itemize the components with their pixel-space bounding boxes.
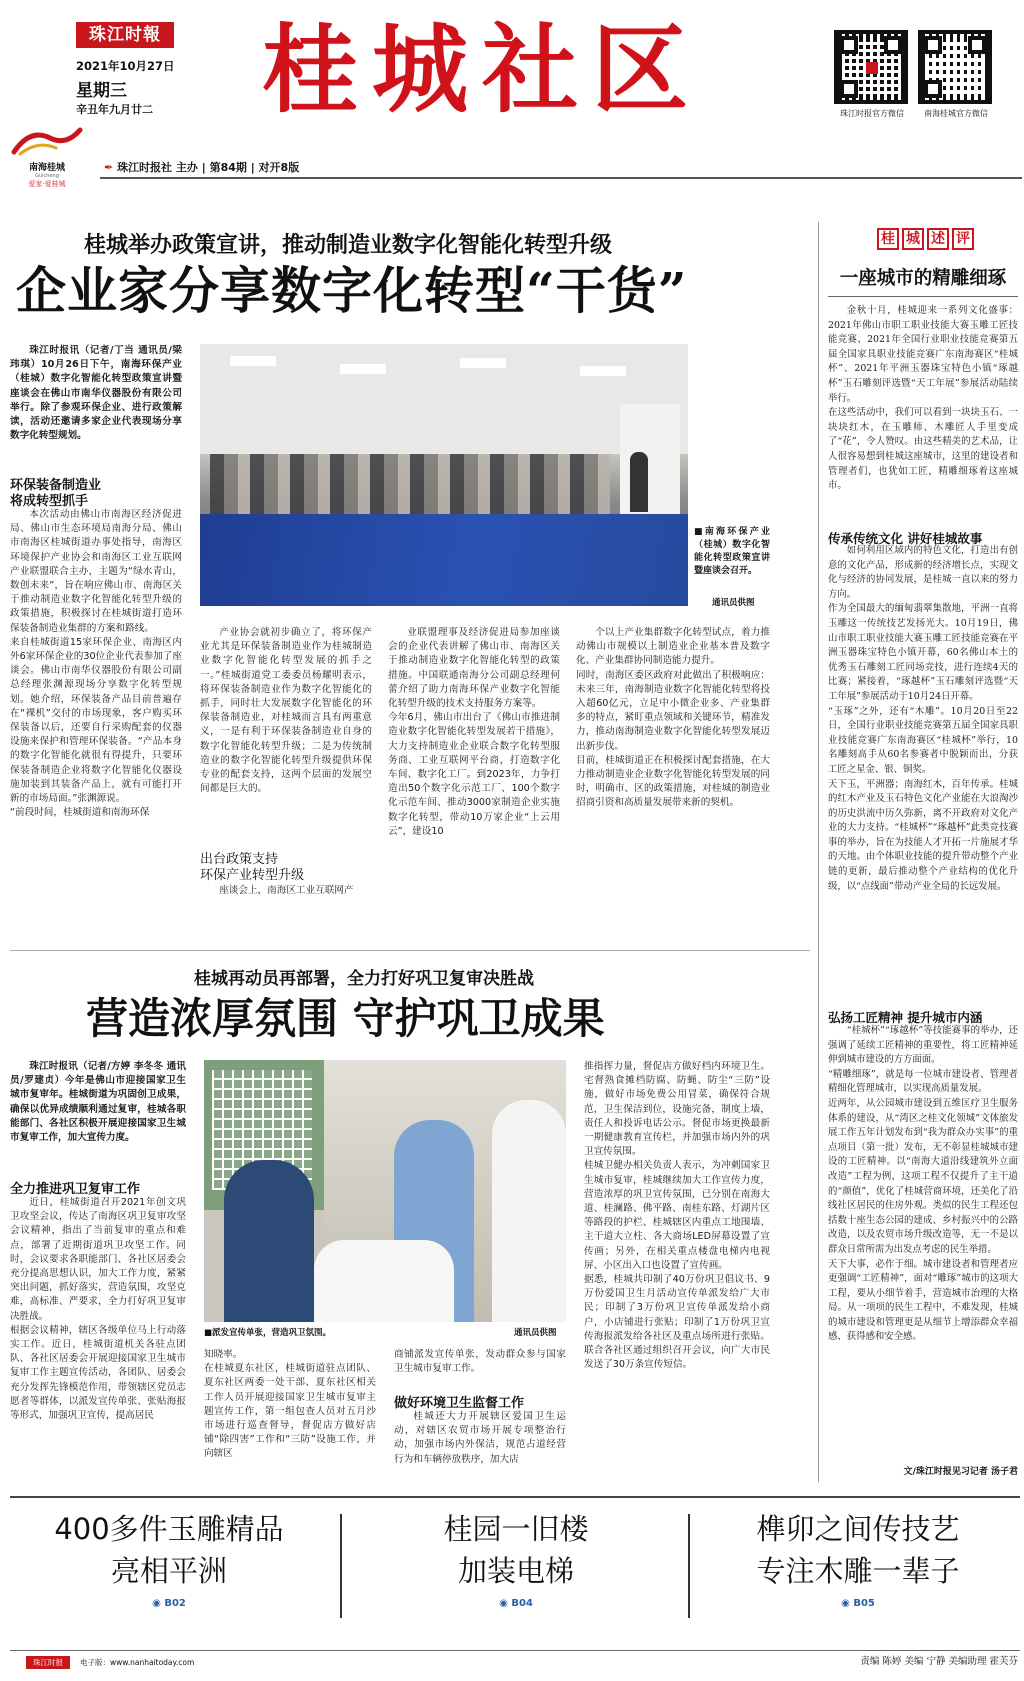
teaser-b04[interactable]: [358, 1508, 674, 1626]
story1-headline: 企业家分享数字化转型“干货”: [16, 261, 688, 320]
sidebar-body-1: 金秋十月，桂城迎来一系列文化盛事：2021年佛山市职工职业技能大赛玉雕工匠技能竞赛、2021年全国行业职业技能竞赛第五届全国家具职业技能竞赛广东南海赛区“桂城杯”、2021年平洲玉器珠宝特色小镇“琢越杯”玉石雕刻评选暨“天工年展”参展活动陆续举行。 在这些活动中，我们可以看到一块块玉石、一块块红木，在玉雕师、木雕匠人手里变成了“花”，令人赞叹。由这些精美的艺术品，让人很容易想到桂城这座城市，这里的建设者和管理者们，也犹如工匠，精雕细琢着这座城市。: [828, 305, 1018, 492]
quill-icon: ✒: [104, 161, 114, 174]
sidebar-column-tag: [877, 228, 974, 250]
sidebar-divider: [818, 222, 819, 1482]
story2-subhead-2: 做好环境卫生监督工作: [394, 1396, 525, 1411]
issue-weekday: 星期三: [76, 81, 127, 101]
teaser-b05-line1: 榫卯之间传技艺: [756, 1512, 960, 1546]
column-tag-char: 述: [927, 228, 949, 250]
story1-kicker: 桂城举办政策宣讲，推动制造业数字化智能化转型升级: [84, 233, 613, 258]
column-tag-char: 城: [902, 228, 924, 250]
sidebar-subhead-1: 传承传统文化 讲好桂城故事: [828, 531, 983, 546]
issue-lunar-date: 辛丑年九月廿二: [76, 103, 153, 116]
teaser-b02-page: B02: [164, 1598, 186, 1609]
story2-lead: 珠江时报讯（记者/方婷 李冬冬 通讯员/罗建贞）今年是佛山市迎接国家卫生城市复审年。桂城街道为巩固创卫成果，确保以优异成绩顺利通过复审，桂城各职能部门、各社区积极开展迎接国家卫生城市复审工作，加大宣传力度。: [10, 1061, 186, 1144]
qr-caption-zhujiang: 珠江时报官方微信: [840, 109, 904, 118]
sidebar-body-3: “桂城杯”“琢越杯”等技能赛事的举办，还强调了延续工匠精神的重要性，将工匠精神延伸到城市建设的方方面面。 “精雕细琢”，就是每一位城市建设者、管理者精细化管理城市，以实现高质量发展。 近两年，从公园城市建设到五维匡疗卫生服务体系的建设，从“湾区之桂文化领城”文体旅发展工作五年计划发布到“我为群众办实事”的重点项目（第一批）发布，无不彰显桂城城市建设的工匠精神。以“南海大道沿线建筑外立面改造”工程为例，这项工程不仅提升了主干道的“颜值”，优化了桂城营商环境，还美化了沿线社区居民的住房外观。类似的民生工程还包括数十座生态公园的建成、乡村振兴中的公路改造，以及农贸市场升级改造等，无一不是以群众日常所需为出发点考虑的民生举措。 天下大事，必作于细。城市建设者和管理者应更强调“工匠精神”，面对“雕琢”城市的这项大工程，要从小细节着手，营造城市治理的大格局。从一项项的民生工程中，不难发现，桂城的城市建设和管理更是从细节上增添群众幸福感、获得感和安全感。: [828, 1025, 1018, 1343]
guicheng-swoosh-icon: [10, 124, 84, 158]
teaser-b05-page: B05: [853, 1598, 875, 1609]
teaser-divider-2: [688, 1514, 690, 1618]
page-target-icon: ◉: [499, 1598, 508, 1609]
column-tag-char: 评: [952, 228, 974, 250]
story1-col4-body: 个以上产业集群数字化转型试点，着力推动佛山市规模以上制造业企业基本普及数字化、产业集群协同制造能力提升。 同时，南海区委区政府对此做出了积极响应：未来三年，南海制造业数字化智能化转型将投入超60亿元，立足中小微企业多、产业集群多的特点，紧盯重点领域和关键环节，精准发力，推动南海制造业数字化智能化转型发展迈出新步伐。 目前，桂城街道正在积极探讨配套措施，在大力推动制造业企业数字化智能化转型发展的同时，明确市、区的政策措施，对桂城的制造业招商引资和高质量发展带来新的契机。: [576, 627, 770, 809]
story1-col2b-body: 座谈会上，南海区工业互联网产: [219, 885, 354, 896]
footer-site[interactable]: 电子版：www.nanhaitoday.com: [80, 1658, 195, 1667]
story1-photo-caption: ■南海环保产业（桂城）数字化智能化转型政策宣讲暨座谈会召开。: [694, 527, 770, 576]
teaser-b04-page: B04: [511, 1598, 533, 1609]
masthead-title: 桂城社区: [262, 13, 702, 126]
district-slogan: 爱家·爱桂城: [28, 180, 66, 188]
qr-caption-guicheng: 南海桂城官方微信: [924, 109, 988, 118]
qr-code-zhujiang[interactable]: [834, 30, 908, 104]
story2-photo-caption: ■派发宣传单张，营造巩卫氛围。: [204, 1328, 332, 1338]
issue-date: 2021年10月27日: [76, 59, 175, 73]
teaser-divider-1: [340, 1514, 342, 1618]
footer-rule: [10, 1650, 1020, 1651]
story1-col1-body: 本次活动由佛山市南海区经济促进局、佛山市生态环境局南海分局、佛山市南海区桂城街道办事处指导，南海区环境保护产业协会和南海区工业互联网产业联盟联合主办，主题为“绿水青山，数创未来”，旨在响应佛山市、南海区关于推动制造业数字化智能化转型升级的政策措施，积极探讨在桂城街道打造环保装备制造业集群的方案和路线。 来自桂城街道15家环保企业、南海区内外6家环保企业的30位企业代表参加了座谈会。佛山市南华仪器股份有限公司副总经理张渊源现场分享数字化转型规划。她介绍，环保装备产品目前普遍存在“裸机”交付的市场现象，客户购买环保装备以后，还要自行采购配套的仪器设施来保护和管理环保装备。“产品本身的数字化智能化就很有得提升，只要环保装备制造企业将数字化智能化仪器设施加装到其装备产品上，就有可能打开新的市场局面。”张渊源说。 “前段时间，桂城街道和南海环保: [10, 509, 182, 819]
sidebar-byline: 文/珠江时报见习记者 汤子君: [903, 1467, 1018, 1477]
footer-logo: 珠江时报: [26, 1656, 70, 1669]
page-target-icon: ◉: [152, 1598, 161, 1609]
page-target-icon: ◉: [841, 1598, 850, 1609]
story2-col4-body: 推指挥力量，督促店方做好档内环境卫生。宅督熟食摊档防腐、防蝇、防尘“三防”设施，做好市场免费公用冒菜，确保符合规范，卫生保洁到位，设施完备，制度上墙，责任人和投诉电话公示。督促市场更换最新一期健康教育宣传栏，并加强市场内外的巩卫宣传氛围。 桂城卫健办相关负责人表示，为冲刺国家卫生城市复审，桂城继续加大工作宣传力度，营造浓厚的巩卫宣传氛围，已分别在南海大道、桂澜路、佛平路、南桂东路、灯湖片区等路段的护栏、桂城辖区内重点工地围墙、主干道大立柱、各大商场LED屏幕设置了宣传画；另外，在相关重点楼盘电梯内电视屏、小区出入口也设置了宣传画。 据悉，桂城共印制了40万份巩卫倡议书、9万份爱国卫生月活动宣传单派发给广大市民；印制了3万份巩卫宣传单派发给小商户，小店铺进行张贴；印制了1万份巩卫宣传海报派发给各社区及重点场所进行张贴。联合各社区通过组织召开会议，向广大市民发送了30万条宣传短信。: [584, 1061, 770, 1371]
teaser-b02[interactable]: [14, 1508, 324, 1626]
story2-subhead-1: 全力推进巩卫复审工作: [10, 1182, 141, 1197]
story1-subhead-1: 环保装备制造业 将成转型抓手: [10, 478, 102, 509]
story-divider: [10, 950, 810, 951]
district-logo-en: Guicheng: [35, 173, 59, 179]
story1-lead: 珠江时报讯（记者/丁当 通讯员/梁玮琪）10月26日下午，南海环保产业（桂城）数字化智能化转型政策宣讲暨座谈会在佛山市南华仪器股份有限公司举行。除了参观环保企业、进行政策解读，活动还邀请多家企业代表现场分享数字化转型规划。: [10, 345, 182, 442]
story2-headline: 营造浓厚氛围 守护巩卫成果: [86, 994, 605, 1043]
story2-photo-credit: 通讯员供图: [514, 1328, 557, 1338]
sponsor-text: 珠江时报社 主办 | 第84期 | 对开8版: [117, 161, 300, 174]
sponsor-line: [104, 159, 299, 175]
teaser-b05-line2: 专注木雕一辈子: [756, 1554, 960, 1588]
story1-col2-body: 产业协会就初步确立了，将环保产业尤其是环保装备制造业作为桂城制造业数字化智能化转型发展的抓手之一。”桂城街道党工委委员杨耀明表示，将环保装备制造业作为数字化智能化的抓手，同时壮大发展数字化智能化的环保装备制造业，对桂城而言具有两重意义，一是有利于环保装备制造业自身的数字化智能化转型升级；二是为传统制造业的数字化智能化转型升级提供环保专业的配套支持，这两个层面的发展空间都是巨大的。: [200, 627, 372, 795]
teaser-b02-line1: 400多件玉雕精品: [54, 1512, 284, 1546]
sidebar-body-2: 如何利用区域内的特色文化，打造出有创意的文化产品，形成新的经济增长点，实现文化与经济的协同发展，是桂城一直以来的努力方向。 作为全国最大的缅甸翡翠集散地，平洲一直将玉雕这一传统技艺发扬光大。10月19日，佛山市职工职业技能大赛玉雕工匠技能竞赛在平洲玉器珠宝特色小镇开幕，60名佛山本土的优秀玉石雕刻工匠同场竞技，进行连续4天的比赛；紧接着，“琢越杯”玉石雕刻评选暨“天工年展”参展活动于10月24日开幕。 “玉琢”之外，还有“木雕”。10月20日至22日，全国行业职业技能竞赛第五届全国家具职业技能竞赛广东南海赛区“桂城杯”举行，10名雕刻高手从60名参赛者中脱颖而出，分获工匠之星金、银、铜奖。 天下玉，平洲器；南海红木，百年传承。桂城的红木产业及玉石特色文化产业能在大浪淘沙的历史洪流中历久弥新，离不开政府对文化产业的大力支持。“桂城杯”“琢越杯”此类竞技赛事的举办，旨在为技能人才开拓一片施展才华的天地。由个体职业技能的提升带动整个产业链的更新，最后推动整个产业结构的优化升级，以“点线面”带动产业全局的长远发展。: [828, 545, 1018, 892]
sidebar-headline-rule: [828, 296, 1018, 297]
paper-logo: 珠江时報: [76, 22, 174, 48]
story1-subhead-2: 出台政策支持 环保产业转型升级: [200, 852, 305, 883]
teaser-b04-line2: 加装电梯: [457, 1554, 574, 1588]
footer-editors: 责编 陈婷 美编 宁静 美编助理 霍芙芬: [860, 1656, 1018, 1667]
district-logo: [10, 124, 84, 188]
teaser-top-rule: [10, 1496, 1020, 1498]
story1-photo-meeting: [200, 344, 688, 606]
story2-photo-inspection: [204, 1060, 566, 1322]
sidebar-subhead-2: 弘扬工匠精神 提升城市内涵: [828, 1010, 983, 1025]
teaser-b04-line1: 桂园一旧楼: [443, 1512, 589, 1546]
masthead-rule: [100, 177, 1022, 179]
story2-col3b-body: 桂城还大力开展辖区爱国卫生运动，对辖区农贸市场开展专项整治行动，加强市场内外保洁，规范占道经营行为和车辆停放秩序，加大店: [394, 1411, 566, 1465]
story2-col3-body: 商铺派发宣传单张，发动群众参与国家卫生城市复审工作。: [394, 1349, 566, 1375]
story2-col1-body: 近日，桂城街道召开2021年创文巩卫攻坚会议，传达了南海区巩卫复审攻坚会议精神，指出了当前复审的重点和难点，部署了近期街道巩卫攻坚工作。同时，会议要求各职能部门、各社区居委会充分提高思想认识，加大工作力度，紧紧突出问题，抓好落实，营造氛围，攻坚克难，高标准、严要求，全力打好巩卫复审决胜战。 根据会议精神，辖区各级单位马上行动落实工作。近日，桂城街道机关各驻点团队、各社区居委会开展迎接国家卫生城市复审工作主题宣传活动，各团队、居委会充分发挥先锋模范作用，带领辖区党员志愿者等群体，以派发宣传单张、张贴海报等形式，加强巩卫宣传，提高居民: [10, 1197, 186, 1422]
teaser-b05[interactable]: [700, 1508, 1016, 1626]
qr-code-guicheng[interactable]: [918, 30, 992, 104]
story2-col2-body: 知晓率。 在桂城夏东社区，桂城街道驻点团队、夏东社区两委一处干部、夏东社区相关工作人员开展迎接国家卫生城市复审主题宣传工作，第一组包查人员对五月沙市场进行巡查督导，督促店方做好店铺“除四害”工作和“三防”设施工作，并向辖区: [204, 1349, 376, 1460]
district-logo-name: 南海桂城: [28, 163, 65, 173]
teaser-b02-line2: 亮相平洲: [110, 1554, 227, 1588]
column-tag-char: 桂: [877, 228, 899, 250]
story1-photo-credit: 通讯员供图: [712, 598, 755, 608]
story2-kicker: 桂城再动员再部署，全力打好巩卫复审决胜战: [194, 969, 534, 989]
sidebar-headline: 一座城市的精雕细琢: [839, 268, 1007, 289]
story1-col3-body: 业联盟理事及经济促进局参加座谈会的企业代表讲解了佛山市、南海区关于推动制造业数字化智能化转型的政策措施。中国联通南海分公司副总经理何蕾介绍了助力南海环保产业数字化智能化转型升级的技术支持服务方案等。 今年6月，佛山市出台了《佛山市推进制造业数字化智能化转型发展若干措施》，大力支持制造业企业联合数字化转型服务商、工业互联网平台商，打造数字化车间、数字化工厂。到2023年，力争打造出50个数字化示范工厂、100个数字化示范车间、推动3000家制造企业实施数字化转型，带动10万家企业“上云用云”，建设10: [388, 627, 560, 837]
